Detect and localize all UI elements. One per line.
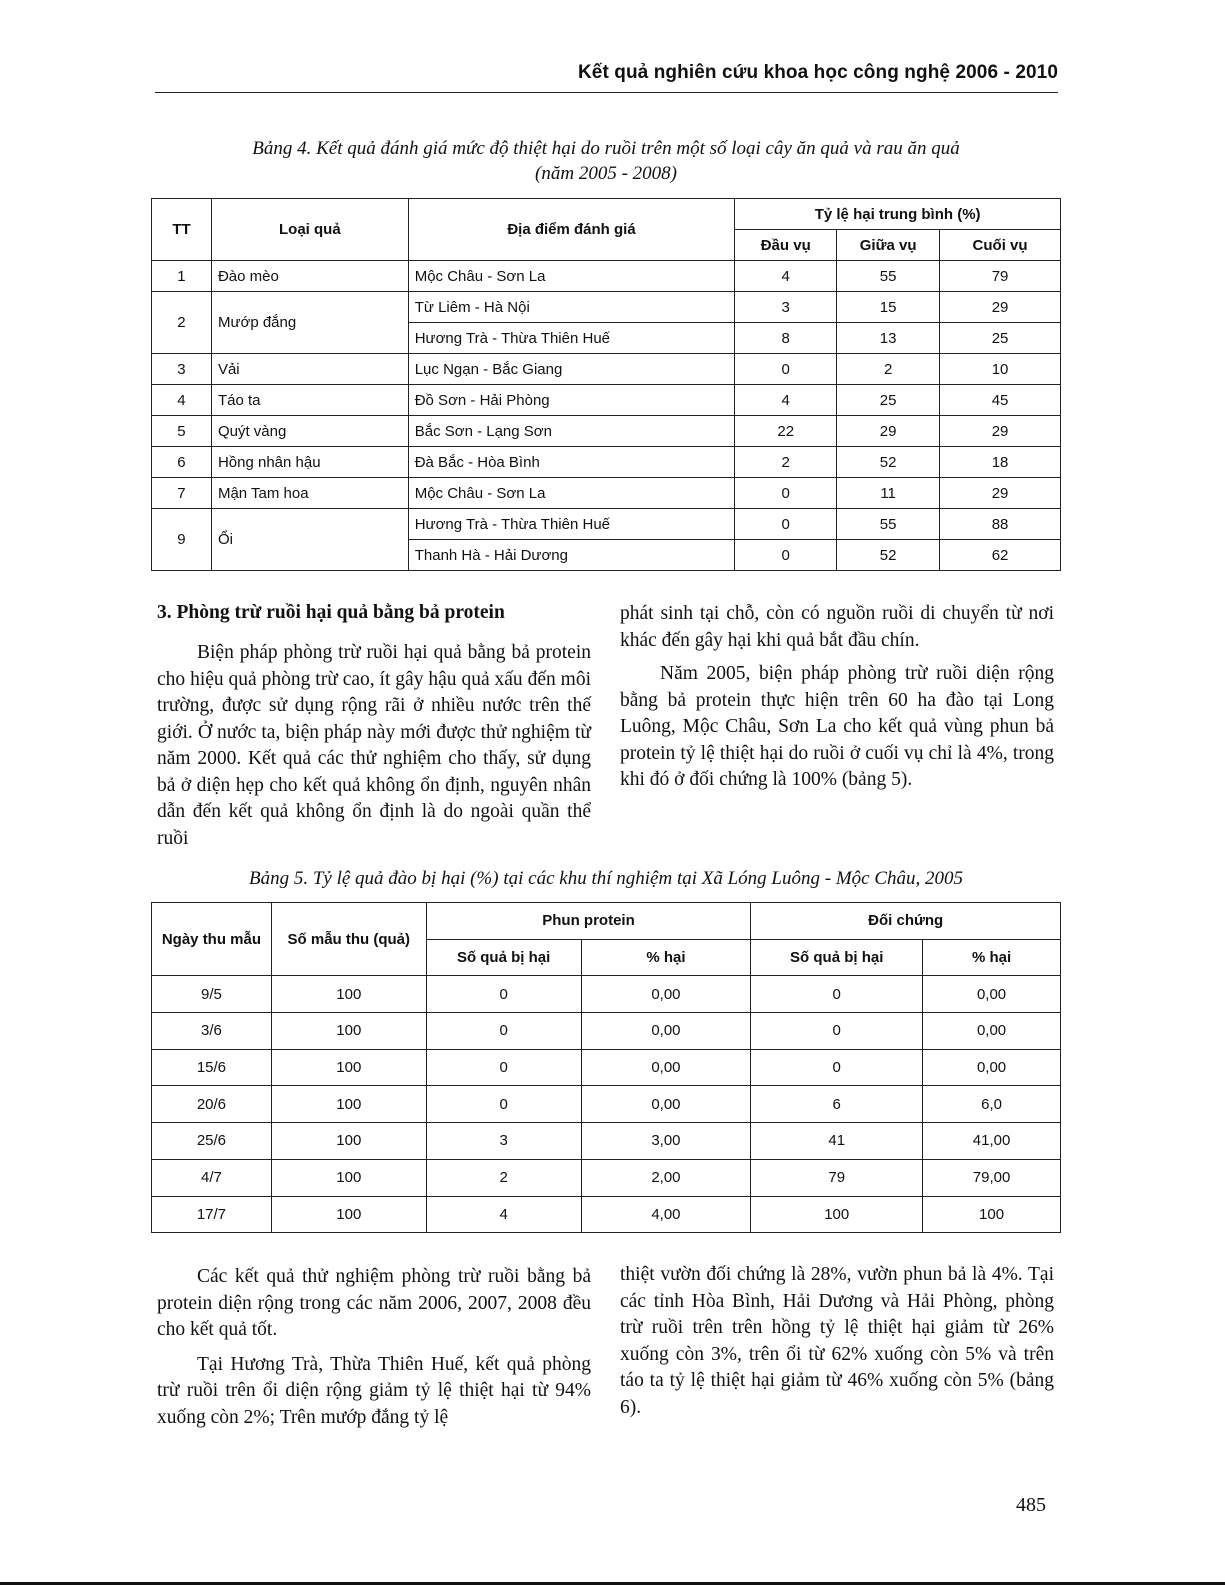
table5-cell-protein-pct: 4,00 — [581, 1196, 751, 1233]
table4-cell-early: 4 — [735, 385, 837, 416]
table4-cell-location: Đà Bắc - Hòa Bình — [408, 447, 735, 478]
table4-caption-line2: (năm 2005 - 2008) — [535, 163, 677, 184]
table4-cell-mid: 15 — [837, 292, 940, 323]
table-row — [152, 1086, 1061, 1123]
table5-cell-samples: 100 — [271, 1086, 426, 1123]
table-row — [152, 292, 1061, 323]
table4-cell-mid: 25 — [837, 385, 940, 416]
table5-cell-date: 4/7 — [152, 1159, 272, 1196]
table5-cell-protein-count: 2 — [426, 1159, 581, 1196]
table5-cell-control-pct: 0,00 — [923, 1049, 1061, 1086]
table4-cell-mid: 2 — [837, 354, 940, 385]
table4-cell-mid: 29 — [837, 416, 940, 447]
section-title: 3. Phòng trừ ruồi hại quả bằng bả protein — [157, 602, 505, 623]
table4-cell-late: 29 — [940, 292, 1061, 323]
table4-cell-location: Thanh Hà - Hải Dương — [408, 540, 735, 571]
table5-cell-protein-count: 4 — [426, 1196, 581, 1233]
table5-cell-protein-count: 0 — [426, 976, 581, 1013]
table4-cell-mid: 52 — [837, 540, 940, 571]
paragraph: Các kết quả thử nghiệm phòng trừ ruồi bằng bả protein diện rộng trong các năm 2006, 2007, 2008 đều cho kết quả tốt. — [157, 1266, 591, 1340]
closing-right-column — [620, 1262, 1054, 1421]
table4-cell-early: 2 — [735, 447, 837, 478]
table5-col-protein-pct: % hại — [581, 939, 751, 976]
table5-cell-control-count: 79 — [751, 1159, 923, 1196]
closing-left-column — [157, 1264, 591, 1431]
table4-cell-fruit: Táo ta — [211, 385, 408, 416]
table4-cell-late: 29 — [940, 478, 1061, 509]
table-row — [152, 1123, 1061, 1160]
table4-cell-fruit: Ổi — [211, 509, 408, 571]
table4-cell-tt: 3 — [152, 354, 212, 385]
paragraph: Tại Hương Trà, Thừa Thiên Huế, kết quả phòng trừ ruồi trên ổi diện rộng giảm tỷ lệ thiệt hại từ 94% xuống còn 2%; Trên mướp đắng tỷ lệ — [157, 1353, 591, 1428]
table5-cell-control-pct: 0,00 — [923, 1013, 1061, 1050]
table-row — [152, 385, 1061, 416]
table5-cell-control-pct: 0,00 — [923, 976, 1061, 1013]
table5-cell-control-count: 0 — [751, 1049, 923, 1086]
table4-cell-tt: 1 — [152, 261, 212, 292]
table4-cell-late: 62 — [940, 540, 1061, 571]
table4-cell-mid: 11 — [837, 478, 940, 509]
table5-cell-control-pct: 6,0 — [923, 1086, 1061, 1123]
table4-cell-early: 8 — [735, 323, 837, 354]
table-row — [152, 1196, 1061, 1233]
table4-cell-fruit: Mận Tam hoa — [211, 478, 408, 509]
table-row — [152, 261, 1061, 292]
table5-cell-samples: 100 — [271, 1196, 426, 1233]
table5-cell-control-pct: 41,00 — [923, 1123, 1061, 1160]
table5-cell-control-count: 6 — [751, 1086, 923, 1123]
table4-col-location: Địa điểm đánh giá — [408, 199, 735, 261]
header-rule — [155, 92, 1058, 93]
table5-cell-protein-pct: 0,00 — [581, 1086, 751, 1123]
table4-cell-mid: 55 — [837, 261, 940, 292]
section3-right-column — [620, 601, 1054, 794]
page-number: 485 — [1016, 1494, 1046, 1516]
table4-col-late: Cuối vụ — [940, 230, 1061, 261]
table-row — [152, 447, 1061, 478]
table4-cell-early: 0 — [735, 509, 837, 540]
table5-cell-protein-pct: 0,00 — [581, 1013, 751, 1050]
table5-cell-control-pct: 100 — [923, 1196, 1061, 1233]
table4-cell-tt: 2 — [152, 292, 212, 354]
table4-cell-early: 0 — [735, 478, 837, 509]
table4-cell-late: 88 — [940, 509, 1061, 540]
table5-cell-samples: 100 — [271, 976, 426, 1013]
table5-cell-date: 20/6 — [152, 1086, 272, 1123]
table4-cell-mid: 52 — [837, 447, 940, 478]
paragraph-continuation: thiệt vườn đối chứng là 28%, vườn phun bả là 4%. Tại các tỉnh Hòa Bình, Hải Dương và Hải Phòng, phòng trừ ruồi trên trên hồng tỷ lệ thiệt hại giảm từ 26% xuống còn 3%, trên ổi từ 62% xuống còn 5% và trên táo ta tỷ lệ thiệt hại giảm từ 46% xuống còn 5% (bảng 6). — [620, 1264, 1054, 1418]
table-row — [152, 509, 1061, 540]
table-row — [152, 354, 1061, 385]
table4-cell-late: 29 — [940, 416, 1061, 447]
table4-cell-fruit: Đào mèo — [211, 261, 408, 292]
table-row — [152, 1013, 1061, 1050]
table4-col-mid: Giữa vụ — [837, 230, 940, 261]
table5-cell-protein-pct: 3,00 — [581, 1123, 751, 1160]
table4-cell-location: Hương Trà - Thừa Thiên Huế — [408, 323, 735, 354]
table4-cell-fruit: Hồng nhân hậu — [211, 447, 408, 478]
table5-col-samples: Số mẫu thu (quả) — [271, 903, 426, 976]
table4-cell-tt: 5 — [152, 416, 212, 447]
table5-header-row — [152, 903, 1061, 940]
table4-cell-tt: 6 — [152, 447, 212, 478]
table4-cell-mid: 55 — [837, 509, 940, 540]
table5-cell-protein-pct: 0,00 — [581, 1049, 751, 1086]
table5-cell-date: 3/6 — [152, 1013, 272, 1050]
table5-cell-date: 9/5 — [152, 976, 272, 1013]
table5-cell-protein-pct: 2,00 — [581, 1159, 751, 1196]
table4-cell-late: 18 — [940, 447, 1061, 478]
table4-cell-tt: 4 — [152, 385, 212, 416]
table4-cell-fruit: Mướp đắng — [211, 292, 408, 354]
table4-cell-early: 0 — [735, 540, 837, 571]
table4-col-early: Đầu vụ — [735, 230, 837, 261]
paragraph: Năm 2005, biện pháp phòng trừ ruồi diện rộng bằng bả protein thực hiện trên 60 ha đào tại Long Luông, Mộc Châu, Sơn La cho kết quả vùng phun bả protein tỷ lệ thiệt hại do ruồi ở cuối vụ chỉ là 4%, trong khi đó ở đối chứng là 100% (bảng 5). — [620, 663, 1054, 790]
table4-cell-late: 10 — [940, 354, 1061, 385]
table4-cell-late: 25 — [940, 323, 1061, 354]
table5-cell-samples: 100 — [271, 1123, 426, 1160]
table4-cell-tt: 9 — [152, 509, 212, 571]
section3-left-column — [157, 640, 591, 852]
table5-cell-samples: 100 — [271, 1049, 426, 1086]
table-row — [152, 478, 1061, 509]
table4-cell-location: Hương Trà - Thừa Thiên Huế — [408, 509, 735, 540]
table4-cell-early: 0 — [735, 354, 837, 385]
table-row — [152, 416, 1061, 447]
paragraph: Biện pháp phòng trừ ruồi hại quả bằng bả protein cho hiệu quả phòng trừ cao, ít gây hậu quả xấu đến môi trường, được sử dụng rộng rãi ở nhiều nước trên thế giới. Ở nước ta, biện pháp này mới được thử nghiệm từ năm 2000. Kết quả các thử nghiệm cho thấy, sử dụng bả ở diện hẹp cho kết quả không ổn định, nguyên nhân dẫn đến kết quả không ổn định là do ngoài quần thể ruồi — [157, 642, 591, 849]
table5-cell-protein-count: 0 — [426, 1086, 581, 1123]
table4-col-tt: TT — [152, 199, 212, 261]
table4-cell-location: Mộc Châu - Sơn La — [408, 261, 735, 292]
table5-cell-control-pct: 79,00 — [923, 1159, 1061, 1196]
table4-cell-early: 22 — [735, 416, 837, 447]
table5-cell-control-count: 0 — [751, 1013, 923, 1050]
table5-col-control-group: Đối chứng — [751, 903, 1061, 940]
table-row — [152, 976, 1061, 1013]
table4-cell-early: 3 — [735, 292, 837, 323]
table5-cell-samples: 100 — [271, 1013, 426, 1050]
table4-cell-tt: 7 — [152, 478, 212, 509]
table4-col-fruit: Loại quả — [211, 199, 408, 261]
table4-cell-location: Bắc Sơn - Lạng Sơn — [408, 416, 735, 447]
table-row — [152, 1159, 1061, 1196]
table5-col-protein-group: Phun protein — [426, 903, 751, 940]
paragraph-continuation: phát sinh tại chỗ, còn có nguồn ruồi di chuyển từ nơi khác đến gây hại khi quả bắt đầu chín. — [620, 603, 1054, 651]
table5-col-control-pct: % hại — [923, 939, 1061, 976]
table5-cell-protein-count: 3 — [426, 1123, 581, 1160]
table4-cell-fruit: Vải — [211, 354, 408, 385]
table4-cell-location: Từ Liêm - Hà Nội — [408, 292, 735, 323]
table4-header-row — [152, 199, 1061, 230]
table4-cell-early: 4 — [735, 261, 837, 292]
table5-col-protein-count: Số quả bị hại — [426, 939, 581, 976]
table4 — [151, 198, 1061, 571]
table4-cell-late: 79 — [940, 261, 1061, 292]
table4-cell-mid: 13 — [837, 323, 940, 354]
table5-col-date: Ngày thu mẫu — [152, 903, 272, 976]
table5-cell-protein-pct: 0,00 — [581, 976, 751, 1013]
table-row — [152, 1049, 1061, 1086]
table5-cell-protein-count: 0 — [426, 1049, 581, 1086]
table4-cell-location: Đồ Sơn - Hải Phòng — [408, 385, 735, 416]
table5-cell-date: 15/6 — [152, 1049, 272, 1086]
table5-cell-control-count: 100 — [751, 1196, 923, 1233]
table4-cell-late: 45 — [940, 385, 1061, 416]
table4-caption — [150, 136, 1062, 186]
table4-cell-location: Mộc Châu - Sơn La — [408, 478, 735, 509]
table5-caption: Bảng 5. Tỷ lệ quả đào bị hại (%) tại các khu thí nghiệm tại Xã Lóng Luông - Mộc Châu, 2005 — [248, 868, 963, 889]
table5-cell-control-count: 0 — [751, 976, 923, 1013]
table5-cell-samples: 100 — [271, 1159, 426, 1196]
running-header: Kết quả nghiên cứu khoa học công nghệ 2006 - 2010 — [577, 62, 1058, 83]
table5-cell-control-count: 41 — [751, 1123, 923, 1160]
table5-cell-date: 17/7 — [152, 1196, 272, 1233]
table4-col-rate-group: Tỷ lệ hại trung bình (%) — [735, 199, 1061, 230]
table5-cell-date: 25/6 — [152, 1123, 272, 1160]
table4-cell-location: Lục Ngạn - Bắc Giang — [408, 354, 735, 385]
table5-cell-protein-count: 0 — [426, 1013, 581, 1050]
table5-col-control-count: Số quả bị hại — [751, 939, 923, 976]
table4-caption-line1: Bảng 4. Kết quả đánh giá mức độ thiệt hại do ruồi trên một số loại cây ăn quả và rau ăn quả — [252, 138, 960, 159]
table4-cell-fruit: Quýt vàng — [211, 416, 408, 447]
table5 — [151, 902, 1061, 1233]
